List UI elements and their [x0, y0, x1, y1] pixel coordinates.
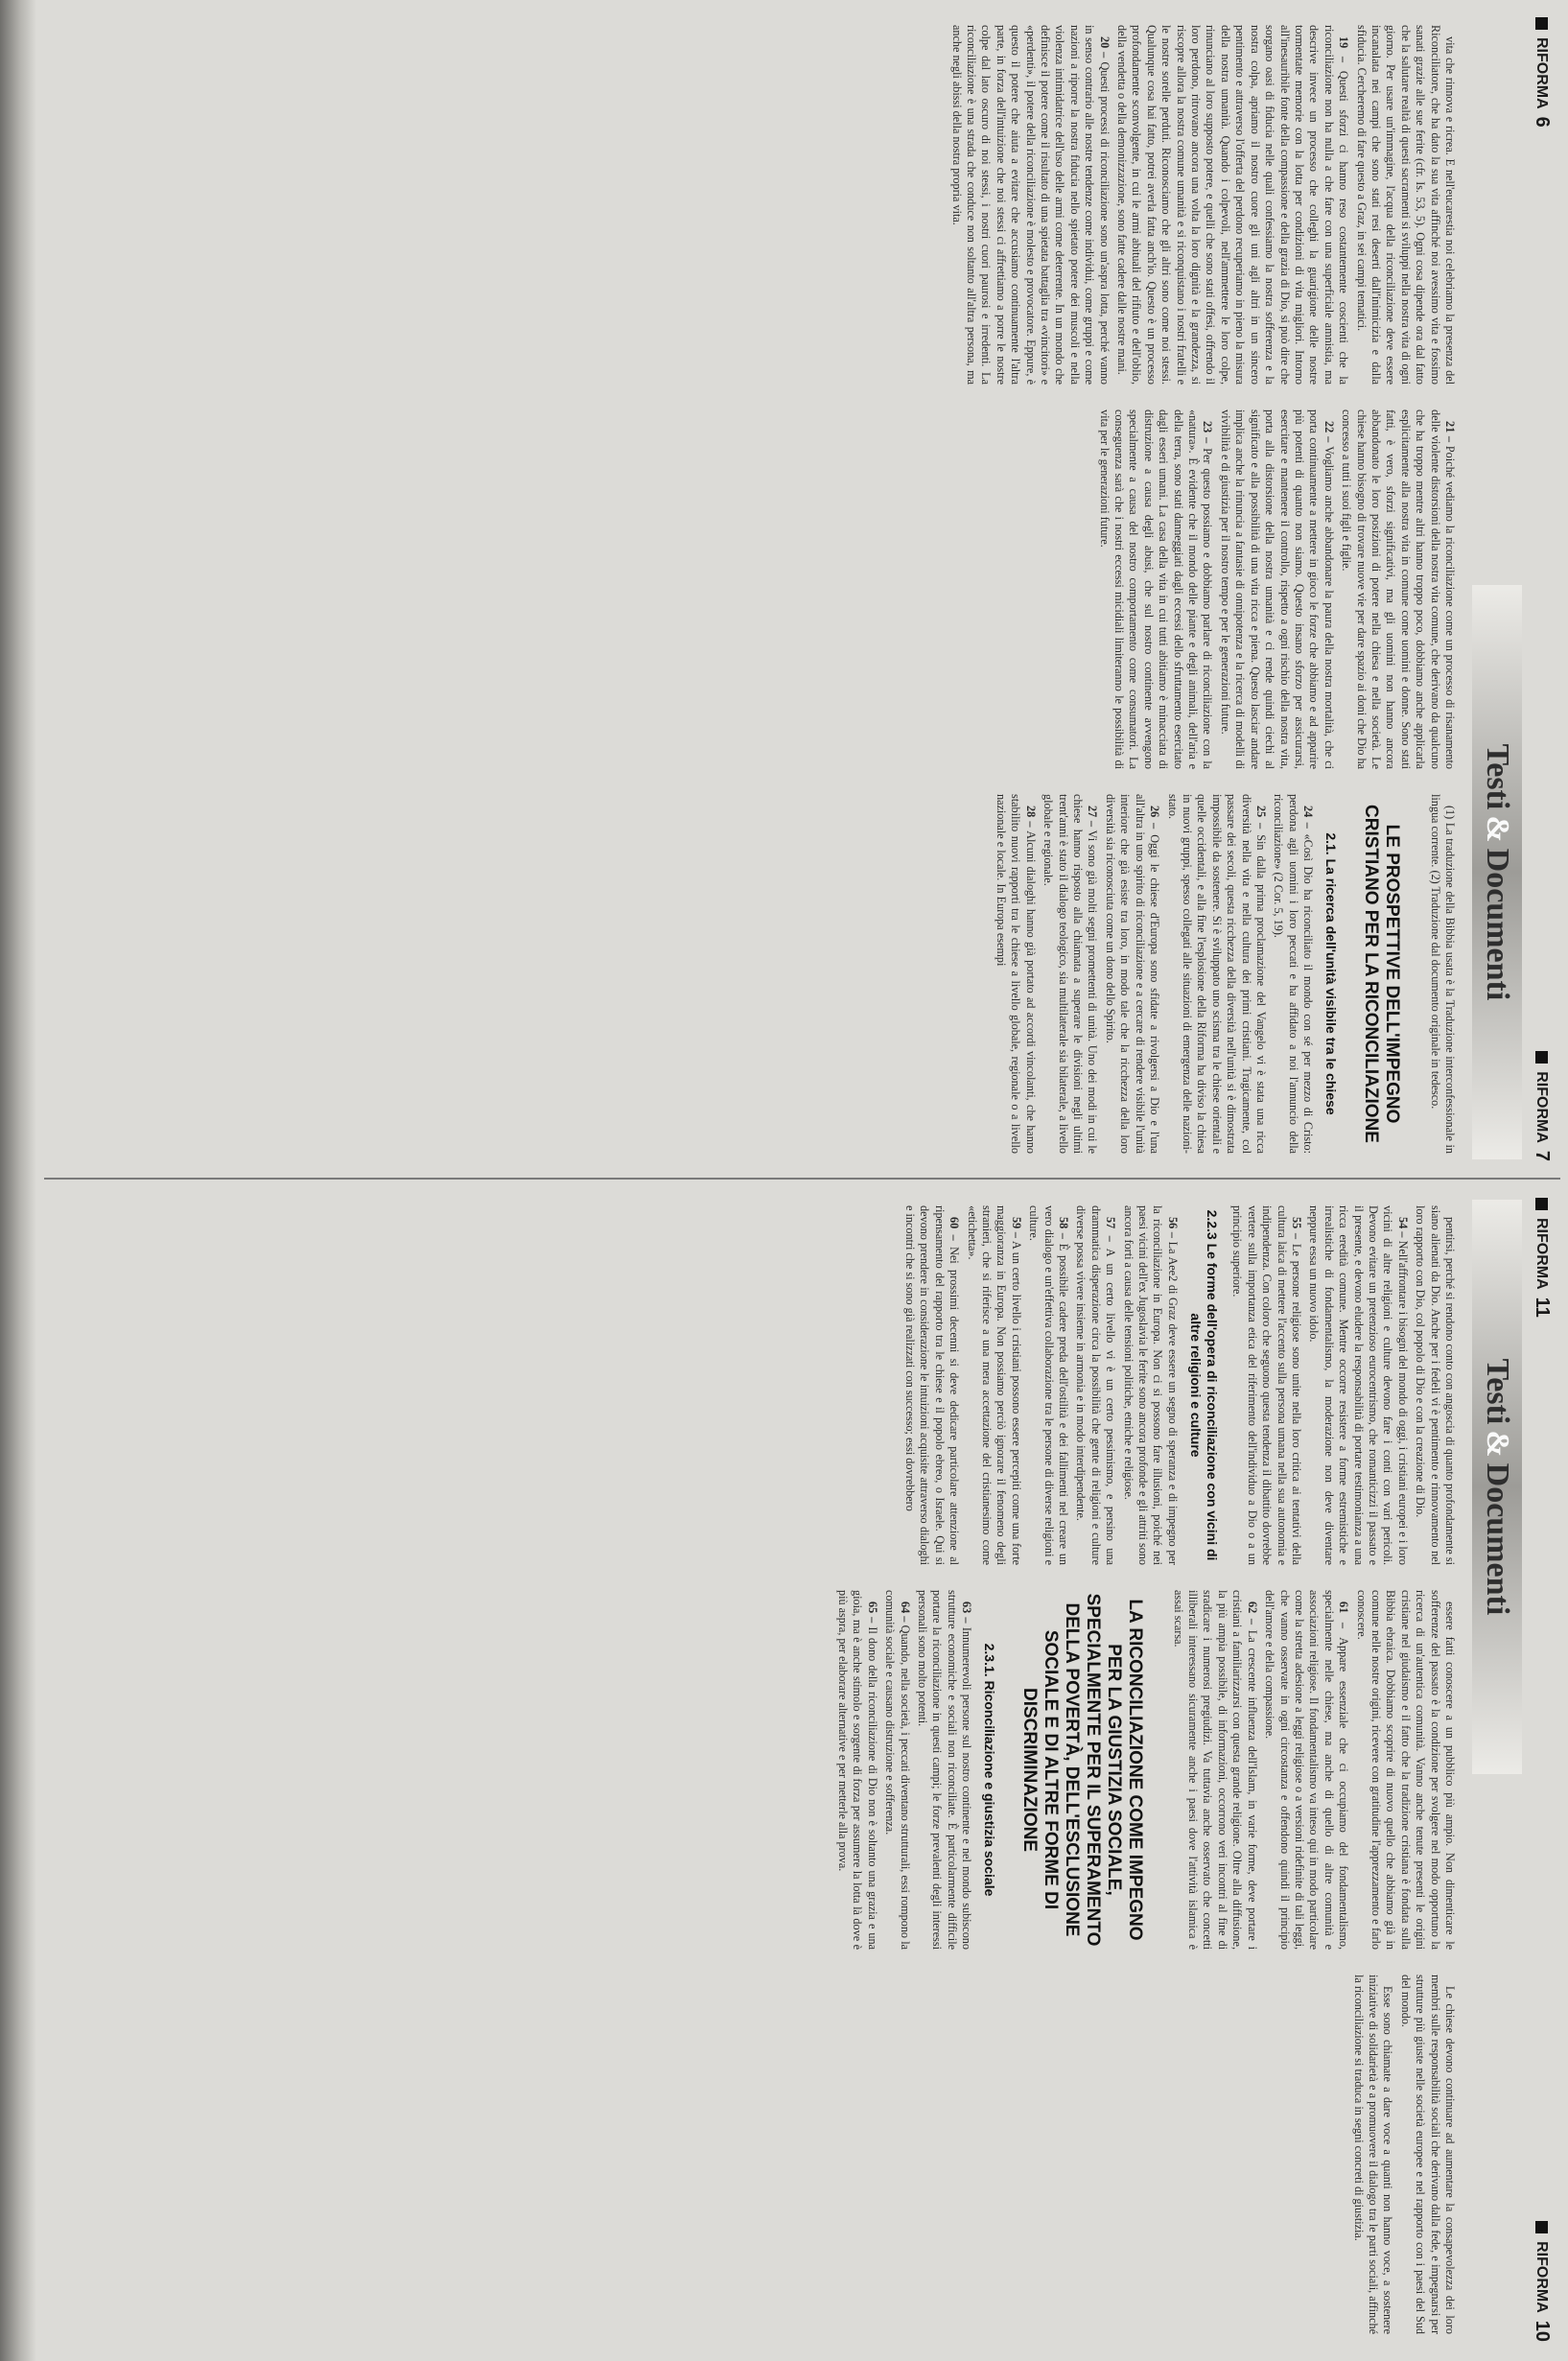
paragraph: [1427, 794, 1457, 1154]
paragraph-text: È possibile cadere preda dell'ostilità e dei fallimenti nel creare un vero dialogo e un'effettiva collaborazione tra le persone di diverse religioni e culture.: [1027, 1205, 1071, 1565]
paragraph-text: Alcuni dialoghi hanno già portato ad accordi vincolanti, che hanno stabilito nuovi rapporti tra le chiese a livello globale, regionale o a livello nazionale e locale. In Europa esempi: [995, 794, 1038, 1154]
paragraph-text: A un certo livello i cristiani possono essere percepiti come una forte maggioranza in Europa. Non possiamo perciò ignorare il fenomeno degli stranieri, che si riferisce a una mera accettazione del cristianesimo come «etichetta».: [965, 1205, 1023, 1565]
paragraph-number: 21 –: [1443, 421, 1457, 443]
paragraph: [835, 1590, 879, 1950]
paragraph-number: 56 –: [1165, 1217, 1180, 1238]
text-column: [58, 1975, 1457, 2334]
page-marker-left: [1531, 1198, 1553, 1318]
paragraph: [1026, 1205, 1070, 1565]
section-title-b: Documenti: [1480, 1462, 1515, 1616]
paragraph: [1306, 1205, 1410, 1565]
section-title-a: Testi: [1480, 1358, 1515, 1425]
paragraph: [1229, 1205, 1303, 1565]
paragraph-text: Quando, nella società, i peccati diventano strutturali, essi rompono la comunità sociale e causano distruzione e sofferenza.: [883, 1590, 912, 1950]
paragraph-number: 58 –: [1057, 1217, 1071, 1240]
spread-bottom-pages-10-11: [36, 1180, 1568, 2359]
paragraph-text: Sin dalla prima proclamazione del Vangelo vi è stata una ricca diversità nella vita e nella cultura dei primi cristiani. Tragicamente, col passare dei secoli, questa ricchezza della diversità nell'unità si è dimostrata impossibile da sostenere. Si è sviluppato uno scisma tra le chiese orientali e quelle occidentali, e alla fine l'esplosione della Riforma ha diviso la chiesa in nuovi gruppi, spesso collegati alle situazioni di emergenza delle nazioni-stato.: [1165, 794, 1268, 1154]
paragraph-number: 55 –: [1289, 1217, 1303, 1240]
paragraph: [1041, 794, 1100, 1154]
paragraph-number: 54 –: [1395, 1217, 1410, 1238]
page-number: 11: [1532, 1297, 1553, 1318]
paragraph-number: 27 –: [1086, 806, 1100, 828]
section-title-a: Testi: [1480, 743, 1515, 810]
paragraph-number: 28 –: [1023, 806, 1038, 828]
marker-label: RIFORMA: [1533, 37, 1551, 109]
paragraph-text: Questi sforzi ci hanno reso costantemente coscienti che la riconciliazione non ha nulla a che fare con una superficiale amnistia, ma descrive invece un processo che colleghi la guarigione delle nostre tormentate memorie con la lotta per condizioni di vita migliori. Intorno all'inesauribile fonte della compassione e della grazia di Dio, si può dire che sorgano oasi di fiducia nelle quali confessiamo la nostra sofferenza e la nostra colpa, apriamo il nostro cuore gli uni agli altri in un sincero pentimento e attraverso l'offerta del perdono recuperiamo in pieno la misura della nostra umanità. Quando i colpevoli, nell'ammettere le loro colpe, rinunciano al loro supposto potere, e quelli che sono stati offesi, offrendo il loro perdono, ritrovano ancora una volta la loro dignità e la grandezza, si riscopre allora la nostra comune umanità e si riconquistano i nostri fratelli e le nostre sorelle perduti. Riconosciamo che gli altri sono come noi stessi. Qualunque cosa hai fatto, potrei averla fatta anch'io. Questo è un processo profondamente sconvolgente, in cui le armi abituali del rifiuto e dell'oblio, della vendetta o della demonizzazione, sono fatte cadere dalle nostre mani.: [1115, 25, 1351, 385]
subsection-heading: 2.1. La ricerca dell'unità visibile tra le chiese: [1323, 832, 1340, 1115]
paragraph-text: Vogliamo anche abbandonare la paura della nostra mortalità, che ci porta continuamente a mettere in gioco le forze che abbiamo e ad apparire più potenti di quanto non siamo. Questo insano sforzo per assicurarsi, esercitare e mantenere il controllo, rispetto a ogni rischio della nostra vita, porta alla distorsione della nostra umanità e ci rende quindi ciechi al significato e alla possibilità di una vita ricca e piena. Questo lasciar andare implica anche la rinuncia a fantasie di onnipotenza e la ricerca di modelli di vivibilità e di giustizia per il nostro tempo e per le generazioni future.: [1218, 409, 1336, 769]
paragraph: [1413, 1205, 1457, 1565]
paragraph-number: 65 –: [865, 1601, 879, 1624]
paragraph-number: 22 –: [1322, 421, 1336, 443]
section-header: [1472, 1200, 1522, 1774]
paragraph: [1164, 794, 1268, 1154]
paragraph-text: (1) La traduzione della Bibbia usata è la Traduzione interconfessionale in lingua corrente. (2) Traduzione dal documento originale in tedesco.: [1428, 794, 1457, 1154]
paragraph-text: Questi processi di riconciliazione sono un'aspra lotta, perché vanno in senso contrario alle nostre tendenze come individui, come gruppi e come nazioni a riporre la nostra fiducia nello spietato potere dei muscoli e nella violenza intimidatrice dell'uso delle armi come deterrente. In un mondo che definisce il potere come il risultato di una spietata battaglia tra «vincitori» e «perdenti», il potere della riconciliazione è molesto e provocatore. Eppure, è questo il potere che aiuta a evitare che accusiamo continuamente l'altra parte, in forza dell'intuizione che noi stessi ci affrettiamo a porre le nostre colpe dal lato oscuro di noi stessi, i nostri cuori paurosi e irredenti. La riconciliazione è una strada che conduce non soltanto all'altra persona, ma anche negli abissi della nostra propria vita.: [949, 25, 1112, 385]
square-icon: [1535, 2221, 1548, 2233]
paragraph-number: 19 –: [1337, 36, 1351, 63]
paragraph: [994, 794, 1038, 1154]
paragraph-text: Nei prossimi decenni si deve dedicare particolare attenzione al ripensamento del rapporto tra le chiese e il popolo ebreo, o Israele. Qui si devono prendere in considerazione le intuizioni acquisite attraverso dialoghi e incontri che si sono già realizzati con successo; essi dovrebbero: [903, 1205, 962, 1565]
paragraph: [915, 1590, 974, 1950]
paragraph-number: 57 –: [1104, 1217, 1118, 1242]
text-columns: [58, 1205, 1457, 2334]
section-header: [1472, 585, 1522, 1159]
paragraph-text: Appare essenziale che ci occupiamo del fondamentalismo, specialmente nelle chiese, ma anche di quello di altre comunità e associazioni religiose. Il fondamentalismo va inteso qui in modo particolare come la stretta adesione a leggi religiose o a versioni ridefinite di tali leggi, che vanno osservate in ogni circostanza e offendono quindi il principio dell'amore e della compassione.: [1263, 1590, 1351, 1950]
page-content: [36, 1180, 1568, 2359]
paragraph-number: 25 –: [1253, 806, 1268, 830]
text-column: [58, 1205, 1457, 1565]
paragraph: [1114, 25, 1351, 385]
rotated-page-plate: [36, 0, 1568, 1179]
spread-top-pages-6-7: [36, 0, 1568, 1179]
marker-label: RIFORMA: [1533, 1071, 1551, 1143]
paragraph-number: 24 –: [1301, 806, 1316, 829]
section-title-b: Documenti: [1480, 848, 1515, 1001]
paragraph-text: Per questo possiamo e dobbiamo parlare di riconciliazione con la «natura». È evidente che il mondo delle piante e degli animali, dell'aria e della terra, sono stati danneggiati dagli eccessi dello sfruttamento esercitato dagli esseri umani. La casa della vita in cui tutti abitiamo è minacciata di distruzione a causa degli abusi, che sul nostro continente avvengono specialmente a causa del nostro comportamento come consumatori. La conseguenza sarà che i nostri eccessi micidiali limiteranno le possibilità di vita per le generazioni future.: [1097, 409, 1215, 769]
paragraph-text: pentirsi, perché si rendono conto con angoscia di quanto profondamente si siano alienati da Dio. Anche per i fedeli vi è pentimento e rinnovamento nel loro rapporto con Dio, col popolo di Dio e con la creazione di Dio.: [1414, 1205, 1457, 1565]
page-content: [36, 0, 1568, 1179]
marker-label: RIFORMA: [1533, 1218, 1551, 1290]
paragraph-number: 61 –: [1337, 1601, 1351, 1629]
paragraph-text: Le chiese devono continuare ad aumentare la consapevolezza dei loro membri sulle responsabilità sociali che derivano dalla fede, e impegnarsi per strutture più giuste nelle società europee e nel rapporto con i paesi del Sud del mondo.: [1398, 1975, 1457, 2334]
fold-divider: [44, 1178, 1560, 1180]
paragraph-text: La Aee2 di Graz deve essere un segno di speranza e di impegno per la riconciliazione in Europa. Non ci si possono fare illusioni, poiché nei paesi vicini dell'ex Jugoslavia le ferite sono ancora profonde e gli attriti sono ancora forti a causa delle tensioni politiche, etniche e religiose.: [1121, 1205, 1180, 1565]
page-marker-right: [1531, 2221, 1553, 2342]
paragraph: [1353, 1590, 1457, 1950]
newspaper-spread: [36, 0, 1568, 2361]
text-column: [58, 409, 1457, 769]
paragraph: [1120, 1205, 1180, 1565]
paragraph-text: A un certo livello vi è un certo pessimismo, e persino una drammatica disperazione circa la possibilità che gente di religioni e culture diverse possa vivere insieme in armonia e in modo interdipendente.: [1074, 1205, 1118, 1565]
subsection-heading: 2.3.1. Riconciliazione e giustizia sociale: [982, 1643, 998, 1897]
text-column: [58, 25, 1457, 385]
paragraph: [948, 25, 1111, 385]
paragraph-number: 60 –: [948, 1217, 962, 1241]
paragraph-text: Oggi le chiese d'Europa sono sfidate a rivolgersi a Dio e l'una all'altra in uno spirito di riconciliazione e a cercare di rendere visibile l'unità interiore che già esiste tra loro, in modo tale che la ricchezza della loro diversità sia riconosciuta come un dono dello Spirito.: [1103, 794, 1162, 1154]
paragraph-text: Esse sono chiamate a dare voce a quanti non hanno voce, a sostenere iniziative di solidarietà e a promuovere il dialogo tra le parti sociali, affinché la riconciliazione si traduca in segni concreti di giustizia.: [1351, 1975, 1395, 2334]
paragraph: [1262, 1590, 1350, 1950]
paragraph: [1339, 409, 1457, 769]
text-columns: [58, 25, 1457, 1154]
text-column: [58, 1590, 1457, 1950]
paragraph: [1271, 794, 1315, 1154]
page-number: 10: [1532, 2320, 1553, 2342]
paragraph: [964, 1205, 1023, 1565]
paragraph-number: 62 –: [1245, 1601, 1259, 1625]
paragraph-text: «Così Dio ha riconciliato il mondo con sé per mezzo di Cristo: perdona agli uomini i loro peccati e ha affidato a noi l'annuncio della riconciliazione» (2 Cor. 5, 19).: [1272, 794, 1316, 1154]
square-icon: [1535, 1198, 1548, 1210]
subsection-heading: 2.2.3 Le forme dell'opera di riconciliazione con vicini di altre religioni e culture: [1187, 1209, 1220, 1561]
article-headline: LA RICONCILIAZIONE COME IMPEGNO PER LA GIUSTIZIA SOCIALE, SPECIALMENTE PER IL SUPERAMENTO DELLA POVERTÀ, DELL'ESCLUSIONE SOCIALE E DI ALTRE FORME DI DISCRIMINAZIONE: [1019, 1593, 1146, 1947]
paragraph-text: Poiché vediamo la riconciliazione come un processo di risanamento delle violente distorsioni della nostra vita comune, che derivano da qualcuno che ha troppo mentre altri hanno troppo poco, dobbiamo anche applicarla esplicitamente alla nostra vita in comune come uomini e donne. Sono stati fatti, è vero, sforzi significativi, ma gli uomini non hanno ancora abbandonato le loro posizioni di potere nella chiesa e nella società. Le chiese hanno bisogno di trovare nuove vie per dare spazio ai doni che Dio ha concesso a tutti i suoi figli e figlie.: [1340, 409, 1457, 769]
paragraph-number: 20 –: [1097, 36, 1112, 58]
section-title-amp: &: [1480, 1430, 1515, 1458]
paragraph: [1096, 409, 1214, 769]
page-number: 7: [1532, 1150, 1553, 1161]
paragraph: [1350, 1975, 1394, 2334]
paragraph: [1073, 1205, 1117, 1565]
paragraph-text: Innumerevoli persone sul nostro continente e nel mondo subiscono strutture economiche e sociali non riconciliate. È particolarmente difficile portare la riconciliazione in questi campi; le forze prevalenti degli interessi personali sono molto potenti.: [916, 1590, 974, 1950]
paragraph: [1397, 1975, 1457, 2334]
paragraph: [902, 1205, 962, 1565]
article-headline: LE PROSPETTIVE DELL'IMPEGNO CRISTIANO PER LA RICONCILIAZIONE: [1361, 805, 1403, 1143]
page-number: 6: [1532, 116, 1553, 128]
book-binding-shadow: [0, 0, 36, 2361]
paragraph-text: Il dono della riconciliazione di Dio non è soltanto una grazia e una gioia, ma è anche stimolo e sorgente di forza per assumere la lotta là dove è più aspra, per elaborare alternative e per metterle alla prova.: [836, 1590, 879, 1950]
rotated-page-plate: [36, 1180, 1568, 2359]
marker-label: RIFORMA: [1533, 2241, 1551, 2313]
paragraph: [1170, 1590, 1258, 1950]
page-marker-left: [1531, 17, 1553, 128]
paragraph-text: Le persone religiose sono unite nella loro critica ai tentativi della cultura laica di mettere l'accento sulla persona umana nella sua autonomia e indipendenza. Con coloro che seguono questa tendenza il dibattito dovrebbe vertere sulla importanza etica del riferimento dell'individuo a Dio o a un principio superiore.: [1230, 1205, 1303, 1565]
paragraph-text: Nell'affrontare i bisogni del mondo di oggi, i cristiani europei e i loro vicini di altre religioni e culture devono fare i conti con vari pericoli. Devono evitare un pretenzioso eurocentrismo, che romanticizzi il passato e il presente, e devono eludere la responsabilità di portare testimonianza a una ricca eredità comune. Mentre occorre resistere a forme estremistiche e irrealistiche di fondamentalismo, la moderazione non deve diventare neppure essa un nuovo idolo.: [1307, 1205, 1410, 1565]
paragraph-number: 63 –: [960, 1601, 974, 1624]
paragraph-number: 23 –: [1201, 421, 1215, 444]
paragraph: [1353, 25, 1457, 385]
paragraph: [882, 1590, 912, 1950]
section-title-amp: &: [1480, 815, 1515, 843]
square-icon: [1535, 17, 1548, 30]
text-column: [58, 794, 1457, 1154]
paragraph: [1218, 409, 1336, 769]
paragraph: [1103, 794, 1162, 1154]
square-icon: [1535, 1051, 1548, 1064]
paragraph-text: La crescente influenza dell'Islam, in varie forme, deve portare i cristiani a familiarizzarsi con questa grande religione. Oltre alla diffusione, la più ampia possibile, di informazioni, occorrono veri incontri al fine di sradicare i numerosi pregiudizi. Va tuttavia anche osservato che concetti illiberali interessano sicuramente anche i paesi dove l'attività islamica è assai scarsa.: [1171, 1590, 1259, 1950]
paragraph-text: vita che rinnova e ricrea. E nell'eucarestia noi celebriamo la presenza del Riconciliatore, che ha dato la sua vita affinché noi avessimo vita e fossimo sanati grazie alle sue ferite (cfr. Is. 53, 5). Ogni cosa dipende ora dal fatto che la salutare realtà di questi sacramenti si sviluppi nella nostra vita di ogni giorno. Per usare un'immagine, l'acqua della riconciliazione deve essere incanalata nei campi che sono stati resi deserti dall'inimicizia e dalla sfiducia. Cercheremo di fare questo a Graz, in sei campi tematici.: [1354, 25, 1457, 385]
paragraph-number: 59 –: [1009, 1217, 1023, 1238]
paragraph-text: essere fatti conoscere a un pubblico più ampio. Non dimenticare le sofferenze del passato è la condizione per svolgere nel modo opportuno la ricerca di un'autentica comunità. Vanno anche tenute presenti le origini cristiane nel giudaismo e il fatto che la tradizione cristiana è fondata sulla Bibbia ebraica. Dobbiamo scoprire di nuovo quello che abbiamo già in comune nelle nostre origini, ricevere con gratitudine l'apprezzamento e farlo conoscere.: [1354, 1590, 1457, 1950]
paragraph-text: Vi sono già molti segni promettenti di unità. Uno dei modi in cui le chiese hanno risposto alla chiamata a superare le divisioni negli ultimi trent'anni è stato il dialogo teologico, sia multilaterale sia bilaterale, a livello globale e regionale.: [1041, 794, 1100, 1154]
paragraph-number: 64 –: [898, 1601, 912, 1623]
page-marker-right: [1531, 1051, 1553, 1161]
paragraph-number: 26 –: [1148, 806, 1162, 830]
